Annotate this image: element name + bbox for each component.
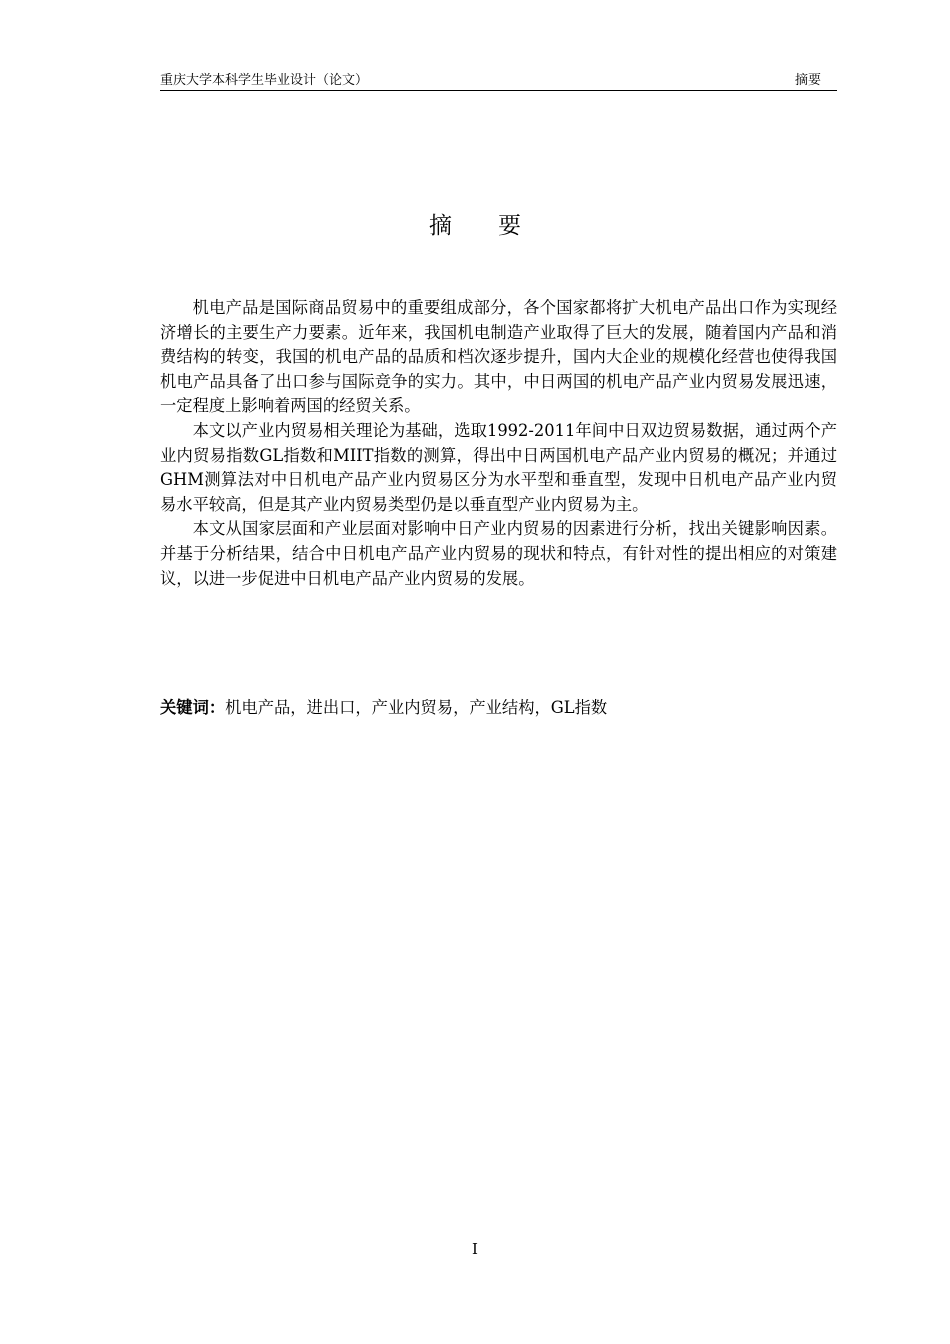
abstract-paragraph-1: 机电产品是国际商品贸易中的重要组成部分，各个国家都将扩大机电产品出口作为实现经济增长的主要生产力要素。近年来，我国机电制造产业取得了巨大的发展，随着国内产品和消费结构的转变，我国的机电产品的品质和档次逐步提升，国内大企业的规模化经营也使得我国机电产品具备了出口参与国际竞争的实力。其中，中日两国的机电产品产业内贸易发展迅速，一定程度上影响着两国的经贸关系。	[160, 298, 837, 416]
keywords-text: 机电产品，进出口，产业内贸易，产业结构，GL指数	[225, 698, 608, 717]
header-section-name: 摘要	[794, 73, 821, 88]
abstract-paragraph-3: 本文从国家层面和产业层面对影响中日产业内贸易的因素进行分析，找出关键影响因素。并基于分析结果，结合中日机电产品产业内贸易的现状和特点，有针对性的提出相应的对策建议，以进一步促进中日机电产品产业内贸易的发展。	[160, 519, 837, 588]
abstract-title: 摘要	[429, 213, 567, 239]
page-number: I	[472, 1240, 478, 1258]
keywords-label: 关键词：	[160, 698, 226, 717]
page-header	[160, 72, 837, 91]
header-thesis-title: 重庆大学本科学生毕业设计（论文）	[160, 73, 369, 88]
keywords-line	[160, 696, 837, 720]
abstract-body	[160, 296, 837, 591]
abstract-paragraph-2: 本文以产业内贸易相关理论为基础，选取1992-2011年间中日双边贸易数据，通过两个产业内贸易指数GL指数和MIIT指数的测算，得出中日两国机电产品产业内贸易的概况；并通过GHM测算法对中日机电产品产业内贸易区分为水平型和垂直型，发现中日机电产品产业内贸易水平较高，但是其产业内贸易类型仍是以垂直型产业内贸易为主。	[160, 420, 837, 514]
